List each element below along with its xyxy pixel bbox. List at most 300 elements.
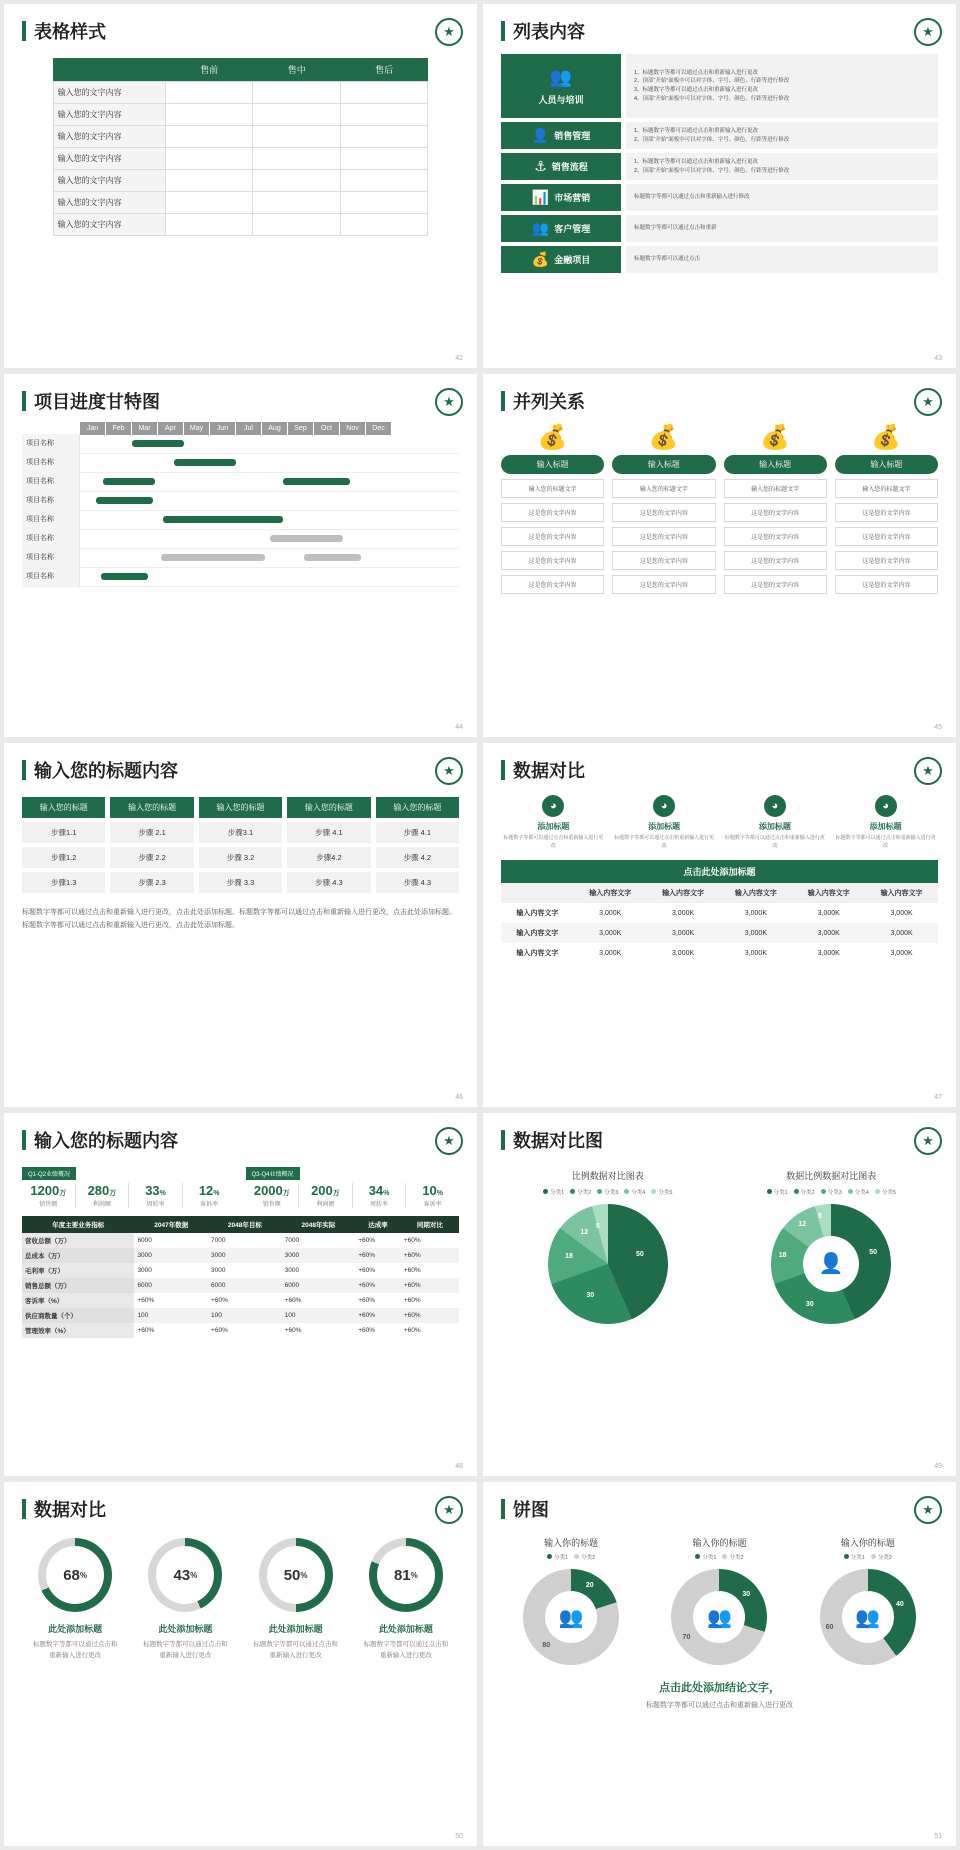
title-accent-bar: [501, 21, 505, 41]
table-row: [53, 192, 428, 214]
compare-table: [501, 860, 938, 963]
legend-entry: 分类1: [547, 1553, 568, 1561]
donut-chart: [798, 1536, 938, 1665]
gantt-row-label: 项目名称: [22, 548, 80, 567]
kpi-groups: [22, 1163, 459, 1208]
kpi-number: 33: [145, 1182, 160, 1198]
coins-icon: 💰: [537, 423, 568, 451]
table-row: [501, 923, 938, 943]
kpi-unit: 万: [332, 1189, 340, 1197]
kpi-cell: [22, 1183, 76, 1208]
gantt-row-label: 项目名称: [22, 472, 80, 491]
list-item-tag[interactable]: [501, 184, 621, 211]
step-header[interactable]: 输入您的标题: [376, 797, 459, 818]
step-cell: 步骤 2.2: [110, 847, 193, 868]
title-accent-bar: [22, 1499, 26, 1519]
pie-icon: ◕: [875, 795, 897, 817]
parallel-column: [612, 423, 715, 594]
gantt-month: Jan: [80, 422, 106, 435]
list-item-tag[interactable]: [501, 215, 621, 242]
table-cell: 3000: [137, 1266, 152, 1274]
kpi-cell: [246, 1183, 300, 1208]
list-item[interactable]: [501, 54, 938, 118]
kpi-value: [185, 1183, 234, 1198]
kpi-label: 销售额: [262, 1201, 281, 1208]
kpi-number: 2000: [253, 1182, 283, 1198]
kpi-value: [131, 1183, 180, 1198]
legend-entry: 分类4: [848, 1188, 869, 1196]
column-header[interactable]: 输入标题: [724, 455, 827, 474]
gantt-row: [22, 530, 459, 549]
list-item-tag[interactable]: [501, 246, 621, 273]
sales-management-icon: 👤: [531, 127, 550, 143]
slide-46-title: 输入您的标题内容: [34, 761, 178, 782]
table-header-cell: 输入内容文字: [574, 883, 647, 903]
data-label: 18: [778, 1251, 787, 1259]
column-cell: 输入您的标题文字: [724, 479, 827, 498]
data-label: 12: [580, 1229, 589, 1237]
table-header-cell: [53, 58, 165, 82]
ring-item: [353, 1538, 459, 1661]
customer-management-icon: 👥: [531, 220, 550, 236]
title-accent-bar: [22, 391, 26, 411]
table-cell: +60%: [358, 1236, 376, 1244]
logo-icon: ★: [914, 18, 942, 46]
donut-canvas: [820, 1569, 916, 1665]
ring-value: [377, 1546, 435, 1604]
column-header[interactable]: 输入标题: [501, 455, 604, 474]
list-item-tag[interactable]: [501, 153, 621, 180]
legend-entry: 分类5: [875, 1188, 896, 1196]
table-cell: +60%: [137, 1326, 155, 1334]
table-cell: +60%: [358, 1326, 376, 1334]
list-item-line: 2、顶部“开始”面板中可以对字体、字号、颜色、行距等进行修改: [634, 167, 790, 174]
table-cell: +60%: [137, 1296, 155, 1304]
list-item-label: 客户管理: [554, 224, 591, 234]
step-header[interactable]: 输入您的标题: [110, 797, 193, 818]
column-cell: 输入您的标题文字: [835, 479, 938, 498]
table-cell: 3,000K: [865, 923, 938, 943]
page-number: 49: [934, 1463, 942, 1471]
ring-unit: %: [79, 1570, 88, 1580]
logo-icon: ★: [435, 18, 463, 46]
data-label: 5: [817, 1213, 822, 1221]
steps-row: [22, 847, 459, 868]
page-title: [501, 1496, 938, 1522]
kpi-number: 12: [198, 1182, 214, 1198]
footer-sub: 标题数字等都可以通过点击和重新输入进行更改: [646, 1702, 793, 1710]
page-number: 50: [455, 1833, 463, 1840]
list-item-line: 标题数字等都可以通过点击: [634, 256, 701, 263]
ring-desc: 标题数字等都可以通过点击和重新输入进行更改: [363, 1641, 449, 1660]
kpi-group-tag: Q1-Q2业绩概况: [22, 1167, 76, 1180]
table-cell: 3,000K: [599, 909, 622, 917]
step-cell: 步骤 3.3: [199, 872, 282, 893]
table-cell: 100: [134, 1308, 208, 1323]
table-cell: 毛利率（万）: [22, 1263, 134, 1278]
gantt-month: Dec: [366, 422, 392, 435]
table-cell: 7000: [284, 1236, 300, 1244]
legend-entry: 分类2: [871, 1553, 892, 1561]
slide-46: [4, 743, 477, 1107]
table-header-cell: 2048年目标: [208, 1216, 282, 1233]
title-accent-bar: [22, 760, 26, 780]
page-title: [501, 757, 938, 783]
data-label: 30: [742, 1590, 751, 1598]
gantt-row-label: 项目名称: [22, 453, 80, 472]
data-label: 30: [586, 1291, 595, 1299]
title-accent-bar: [22, 21, 26, 41]
table-cell: +60%: [358, 1296, 376, 1304]
gantt-month: Aug: [262, 422, 288, 435]
gantt-row: [22, 454, 459, 473]
kpi-cell: [299, 1183, 353, 1208]
compare-card: [723, 795, 828, 850]
table-cell: [340, 192, 427, 214]
table-cell: [253, 148, 340, 170]
column-cell: 这是您的文字内容: [835, 503, 938, 522]
marketing-icon: 📊: [531, 189, 550, 205]
table-cell: 3,000K: [817, 909, 840, 917]
ring-desc: 标题数字等都可以通过点击和重新输入进行更改: [143, 1641, 228, 1660]
chart-legend: [649, 1553, 789, 1561]
table-cell: 输入您的文字内容: [53, 126, 165, 148]
gantt-month: Jul: [236, 422, 262, 435]
gantt-track: [80, 529, 459, 548]
logo-icon: ★: [914, 757, 942, 785]
page-number: 46: [455, 1093, 463, 1101]
table-cell: 销售总额（万）: [22, 1278, 134, 1293]
table-cell: [253, 104, 340, 126]
table-cell: 输入您的文字内容: [53, 148, 165, 170]
kpi-unit: 万: [59, 1189, 67, 1197]
kpi-cell: [129, 1183, 183, 1208]
title-accent-bar: [501, 1499, 505, 1519]
table-cell: [253, 170, 340, 192]
list-item-body: [626, 54, 938, 118]
slide-44: [4, 374, 477, 738]
data-label: 12: [798, 1220, 807, 1228]
list-item-label: 市场营销: [554, 193, 591, 203]
list-item-tag[interactable]: [501, 122, 621, 149]
gantt-month: Jun: [210, 422, 236, 435]
steps-header-row: [22, 797, 459, 818]
gantt-bar: [132, 440, 184, 447]
gantt-rows: [22, 435, 459, 587]
table-cell: +60%: [403, 1266, 421, 1274]
ring-title: 此处添加标题: [268, 1624, 323, 1635]
ring-title: 此处添加标题: [48, 1624, 103, 1635]
kpi-number: 1200: [30, 1182, 60, 1198]
pie-icon: ◕: [542, 795, 564, 817]
column-cell: 这是您的文字内容: [612, 575, 715, 594]
gantt-track: [80, 510, 459, 529]
column-header[interactable]: 输入标题: [835, 455, 938, 474]
finance-project-icon: 💰: [531, 251, 550, 267]
gantt-row-label: 项目名称: [22, 434, 80, 453]
table-cell: 输入您的文字内容: [53, 104, 165, 126]
ring-item: [132, 1538, 238, 1661]
card-title: 添加标题: [758, 822, 791, 832]
table-cell: [253, 82, 340, 104]
doughnut-canvas: [771, 1204, 891, 1324]
table-cell: +60%: [403, 1236, 421, 1244]
coins-icon: 💰: [648, 423, 679, 451]
page-title: [22, 757, 459, 783]
gantt-month: May: [184, 422, 210, 435]
table-row: [53, 104, 428, 126]
steps-row: [22, 872, 459, 893]
data-label: 70: [682, 1634, 691, 1642]
progress-ring: [369, 1538, 443, 1612]
list-item-line: 3、标题数字等都可以通过点击和重新输入进行更改: [634, 87, 759, 93]
kpi-number: 280: [87, 1182, 110, 1198]
list-item[interactable]: [501, 153, 938, 180]
ring-desc: 标题数字等都可以通过点击和重新输入进行更改: [32, 1641, 118, 1660]
kpi-value: [408, 1183, 457, 1198]
table-cell: +60%: [355, 1248, 401, 1263]
table-header-cell: 输入内容文字: [719, 883, 792, 903]
table-title: 点击此处添加标题: [501, 860, 938, 883]
table-header-cell: 售后: [340, 58, 427, 82]
table-cell: 6000: [137, 1236, 152, 1244]
gantt-bar: [163, 516, 283, 523]
kpi-cell: [183, 1183, 236, 1208]
legend-entry: 分类2: [570, 1188, 591, 1196]
table-row: [22, 1233, 459, 1248]
sample-table: [53, 58, 429, 236]
table-header-cell: [501, 883, 574, 903]
legend-entry: 分类1: [767, 1188, 788, 1196]
table-cell: +60%: [355, 1308, 401, 1323]
data-label: 5: [595, 1223, 600, 1231]
list-item-label: 人员与培训: [538, 94, 584, 105]
table-cell: +60%: [403, 1296, 421, 1304]
table-row: [22, 1323, 459, 1338]
column-cell: 输入您的标题文字: [501, 479, 604, 498]
table-header-cell: 年度主要业务指标: [22, 1216, 134, 1233]
logo-icon: ★: [914, 1127, 942, 1155]
title-accent-bar: [22, 1130, 26, 1150]
chart-legend: [725, 1188, 939, 1196]
table-cell: 总成本（万）: [22, 1248, 134, 1263]
kpi-label: 周转率: [370, 1201, 389, 1208]
column-cell: 这是您的文字内容: [501, 551, 604, 570]
table-cell: [340, 126, 427, 148]
gantt-month-header: [80, 422, 459, 435]
slide-48: [4, 1113, 477, 1477]
list-item[interactable]: [501, 246, 938, 273]
gantt-bar: [101, 573, 148, 580]
donut-charts: [501, 1536, 938, 1665]
step-cell: 步骤4.2: [287, 847, 370, 868]
table-cell: +60%: [401, 1308, 459, 1323]
step-cell: 步骤 4.1: [376, 822, 459, 843]
gantt-month: Mar: [132, 422, 158, 435]
kpi-unit: 万: [282, 1189, 290, 1197]
chart-doughnut: [725, 1169, 939, 1324]
pie-canvas: [548, 1204, 668, 1324]
data-label: 30: [805, 1300, 814, 1308]
coins-icon: 💰: [871, 423, 902, 451]
title-accent-bar: [501, 760, 505, 780]
table-cell: 6000: [134, 1278, 208, 1293]
column-header[interactable]: 输入标题: [612, 455, 715, 474]
slide-44-title: 项目进度甘特图: [34, 391, 160, 412]
kpi-value: [78, 1183, 127, 1198]
card-title: 添加标题: [537, 822, 570, 832]
page-title: [22, 1127, 459, 1153]
kpi-group-tag: Q3-Q4业绩概况: [246, 1167, 300, 1180]
gantt-row: [22, 473, 459, 492]
table-cell: 3,000K: [890, 949, 913, 957]
donut-chart: [649, 1536, 789, 1665]
kpi-label: 销售额: [39, 1201, 58, 1208]
ring-desc: 标题数字等都可以通过点击和重新输入进行更改: [253, 1641, 338, 1660]
ring-unit: %: [300, 1570, 308, 1580]
column-cell: 这是您的文字内容: [724, 575, 827, 594]
ring-title: 此处添加标题: [158, 1624, 213, 1635]
column-cell: 这是您的文字内容: [835, 527, 938, 546]
legend-entry: 分类2: [574, 1553, 595, 1561]
parallel-columns: [501, 423, 938, 594]
table-cell: 3,000K: [599, 949, 622, 957]
list-item[interactable]: [501, 184, 938, 211]
legend-entry: 分类4: [624, 1188, 645, 1196]
table-cell: [166, 126, 253, 148]
table-cell: [253, 214, 340, 236]
title-accent-bar: [501, 391, 505, 411]
table-header-row: [22, 1216, 459, 1233]
page-title: [22, 18, 459, 44]
table-cell: 100: [208, 1308, 282, 1323]
table-cell: [340, 214, 427, 236]
parallel-column: [501, 423, 604, 594]
data-label: 50: [869, 1249, 878, 1257]
people-icon: 👥: [545, 1591, 597, 1643]
column-cell: 输入您的标题文字: [612, 479, 715, 498]
table-cell: [166, 214, 253, 236]
table-row: [53, 82, 428, 104]
table-cell: [166, 148, 253, 170]
gantt-row-label: 项目名称: [22, 491, 80, 510]
footer-title: 点击此处添加结论文字，: [659, 1682, 780, 1695]
ring-unit: %: [410, 1570, 418, 1580]
page-number: 42: [455, 354, 463, 362]
kpi-cell: [76, 1183, 130, 1208]
data-label: 18: [565, 1253, 573, 1261]
content-list: [501, 54, 938, 273]
list-item-line: 标题数字等都可以通过点击和重新: [634, 225, 717, 232]
table-cell: 输入您的文字内容: [53, 82, 165, 104]
people-training-icon: 👥: [549, 66, 573, 87]
ring-number: 50: [283, 1566, 301, 1584]
table-cell: 6000: [282, 1278, 356, 1293]
table-cell: [166, 170, 253, 192]
pie-icon: ◕: [653, 795, 675, 817]
gantt-month: Oct: [314, 422, 340, 435]
gantt-track: [80, 567, 459, 586]
column-cell: 这是您的文字内容: [501, 527, 604, 546]
kpi-value: [355, 1183, 404, 1198]
list-item-line: 4、顶部“开始”面板中可以对字体、字号、颜色、行距等进行修改: [634, 95, 790, 102]
ring-number: 81: [393, 1566, 411, 1584]
list-item-body: [626, 122, 938, 149]
step-header[interactable]: 输入您的标题: [199, 797, 282, 818]
page-title: [501, 1127, 938, 1153]
table-header-cell: 输入内容文字: [792, 883, 865, 903]
legend-entry: 分类1: [844, 1553, 865, 1561]
table-cell: +60%: [358, 1266, 376, 1274]
table-cell: +60%: [284, 1326, 302, 1334]
gantt-row: [22, 568, 459, 587]
table-cell: 3,000K: [792, 923, 865, 943]
step-cell: 步骤 4.2: [376, 847, 459, 868]
page-title: [22, 388, 459, 414]
data-label: 20: [585, 1582, 594, 1590]
list-item[interactable]: [501, 215, 938, 242]
table-row: [53, 170, 428, 192]
table-cell: [253, 126, 340, 148]
slide-50: [4, 1482, 477, 1846]
card-desc: 标题数字等都可以通过点击和重新输入进行更改: [724, 835, 825, 849]
step-header[interactable]: 输入您的标题: [22, 797, 105, 818]
table-cell: 7000: [211, 1236, 226, 1244]
ring-group: [22, 1538, 459, 1661]
kpi-group: [246, 1163, 460, 1208]
column-cell: 这是您的文字内容: [724, 551, 827, 570]
step-cell: 步骤1.3: [22, 872, 105, 893]
logo-icon: ★: [435, 1496, 463, 1524]
table-cell: 100: [282, 1308, 356, 1323]
table-row: [22, 1293, 459, 1308]
column-cell: 这是您的文字内容: [501, 503, 604, 522]
table-cell: +60%: [284, 1296, 302, 1304]
gantt-bar: [270, 535, 343, 542]
people-icon: 👥: [693, 1591, 745, 1643]
progress-ring: [259, 1538, 333, 1612]
legend-entry: 分类2: [722, 1553, 743, 1561]
parallel-column: [835, 423, 938, 594]
people-icon: 👥: [842, 1591, 894, 1643]
list-item[interactable]: [501, 122, 938, 149]
table-cell: 3,000K: [744, 949, 767, 957]
list-item-body: [626, 246, 938, 273]
kpi-cell: [353, 1183, 407, 1208]
gantt-track: [80, 434, 459, 453]
kpi-label: 利润额: [92, 1201, 111, 1208]
card-title: 添加标题: [648, 822, 681, 832]
gantt-month: Apr: [158, 422, 184, 435]
table-cell: [340, 170, 427, 192]
compare-cards: [501, 795, 938, 850]
parallel-column: [724, 423, 827, 594]
list-item-line: 2、顶部“开始”面板中可以对字体、字号、颜色、行距等进行修改: [634, 136, 790, 143]
gantt-row: [22, 435, 459, 454]
step-header[interactable]: 输入您的标题: [287, 797, 370, 818]
gantt-row-label: 项目名称: [22, 567, 80, 586]
gantt-month: Nov: [340, 422, 366, 435]
kpi-label: 客诉率: [423, 1201, 442, 1208]
legend-entry: 分类1: [695, 1553, 716, 1561]
kpi-number: 34: [368, 1182, 384, 1198]
list-item-tag[interactable]: [501, 54, 621, 118]
kpi-label: 客诉率: [200, 1201, 219, 1208]
logo-icon: ★: [435, 388, 463, 416]
progress-ring: [38, 1538, 112, 1612]
table-cell: 供应商数量（个）: [22, 1308, 134, 1323]
column-cell: 这是您的文字内容: [501, 575, 604, 594]
